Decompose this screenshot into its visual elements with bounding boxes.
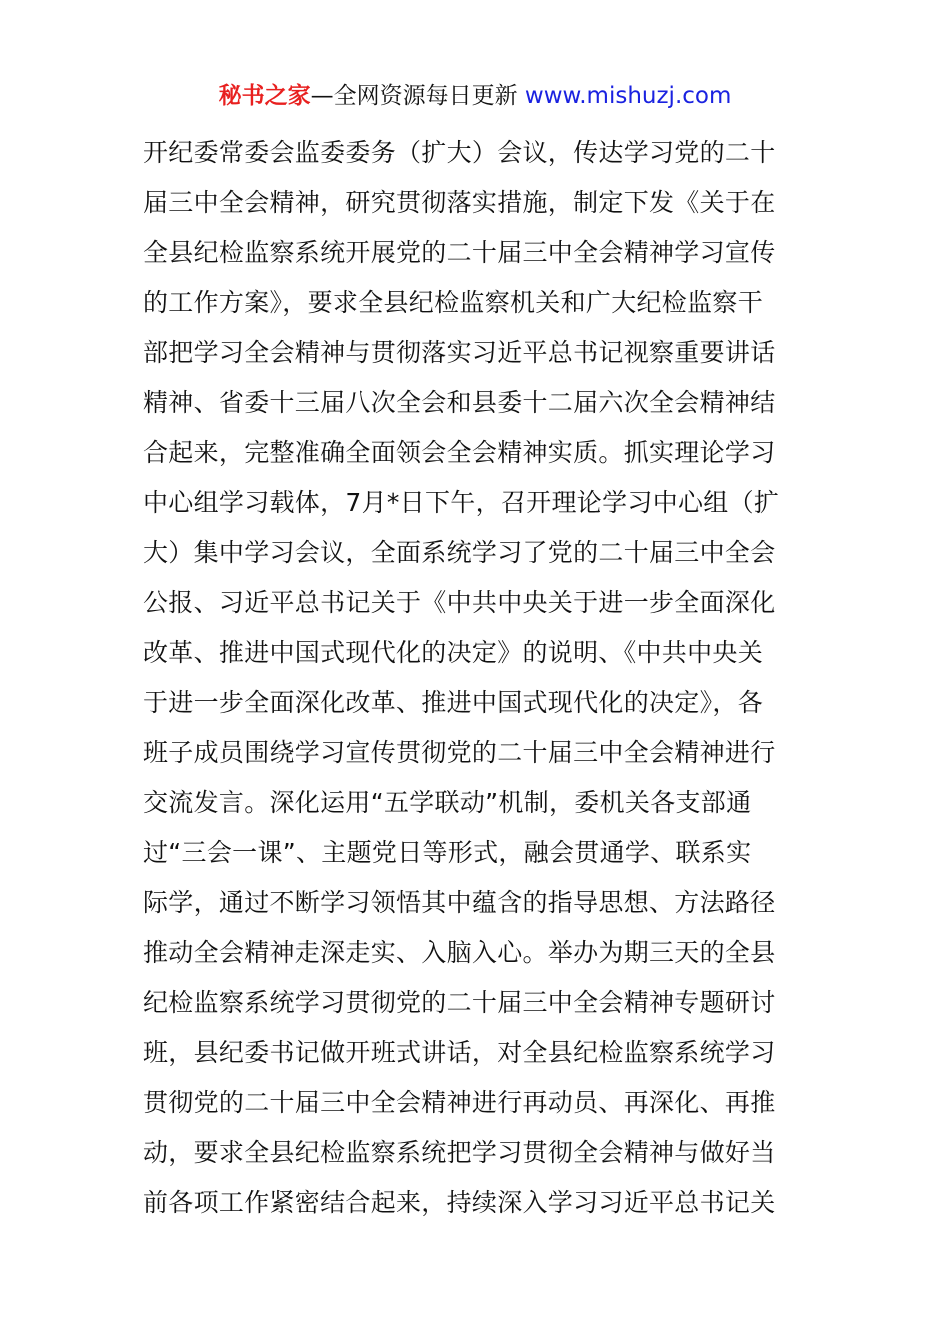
brand-name: 秘书之家 (218, 83, 311, 109)
text-line: 推动全会精神走深走实、入脑入心。举办为期三天的全县 (143, 938, 776, 967)
text-line: 际学，通过不断学习领悟其中蕴含的指导思想、方法路径 (143, 888, 776, 917)
text-line: 大）集中学习会议，全面系统学习了党的二十届三中全会 (143, 538, 776, 567)
text-line: 于进一步全面深化改革、推进中国式现代化的决定》，各 (143, 688, 764, 717)
text-line: 前各项工作紧密结合起来，持续深入学习习近平总书记关 (143, 1188, 776, 1217)
text-line: 部把学习全会精神与贯彻落实习近平总书记视察重要讲话 (143, 338, 776, 367)
text-line: 过“三会一课”、主题党日等形式，融会贯通学、联系实 (143, 838, 752, 867)
text-line: 公报、习近平总书记关于《中共中央关于进一步全面深化 (143, 588, 776, 617)
text-line: 开纪委常委会监委委务（扩大）会议，传达学习党的二十 (143, 138, 776, 167)
text-line: 纪检监察系统学习贯彻党的二十届三中全会精神专题研讨 (143, 988, 776, 1017)
body-text (143, 128, 813, 1228)
text-line: 班子成员围绕学习宣传贯彻党的二十届三中全会精神进行 (143, 738, 776, 767)
text-line: 全县纪检监察系统开展党的二十届三中全会精神学习宣传 (143, 238, 776, 267)
text-line: 班，县纪委书记做开班式讲话，对全县纪检监察系统学习 (143, 1038, 776, 1067)
text-line: 的工作方案》，要求全县纪检监察机关和广大纪检监察干 (143, 288, 764, 317)
header-tagline: —全网资源每日更新 (310, 83, 525, 109)
text-line: 贯彻党的二十届三中全会精神进行再动员、再深化、再推 (143, 1088, 776, 1117)
page-header (0, 80, 950, 112)
text-line: 中心组学习载体，7月*日下午，召开理论学习中心组（扩 (143, 488, 780, 517)
text-line: 精神、省委十三届八次全会和县委十二届六次全会精神结 (143, 388, 776, 417)
text-line: 动，要求全县纪检监察系统把学习贯彻全会精神与做好当 (143, 1138, 776, 1167)
text-line: 合起来，完整准确全面领会全会精神实质。抓实理论学习 (143, 438, 776, 467)
text-line: 交流发言。深化运用“五学联动”机制，委机关各支部通 (143, 788, 752, 817)
text-line: 届三中全会精神，研究贯彻落实措施，制定下发《关于在 (143, 188, 776, 217)
site-url-link[interactable]: www.mishuzj.com (524, 83, 732, 109)
text-line: 改革、推进中国式现代化的决定》的说明、《中共中央关 (143, 638, 764, 667)
